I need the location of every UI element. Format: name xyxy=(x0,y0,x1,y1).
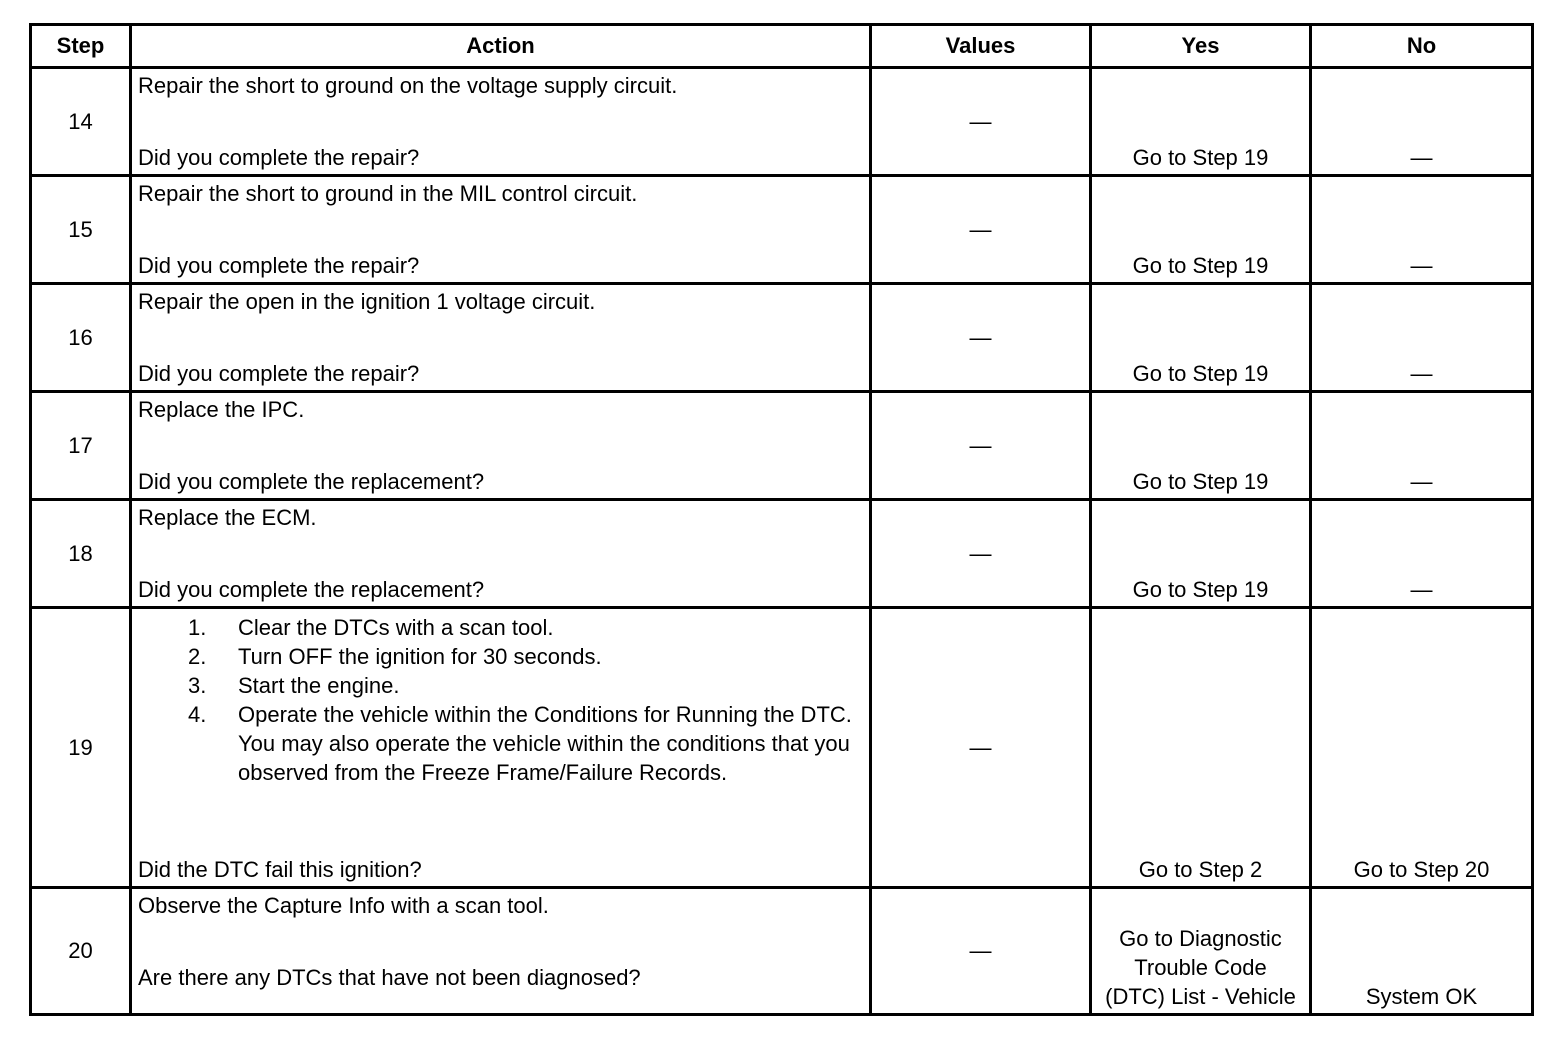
action-cell xyxy=(131,68,871,176)
step-number: 14 xyxy=(31,68,131,176)
table-row xyxy=(31,608,1533,888)
action-cell xyxy=(131,500,871,608)
action-steps-list xyxy=(138,613,863,787)
no-cell: — xyxy=(1311,176,1533,284)
values-cell: — xyxy=(871,608,1091,888)
table-row xyxy=(31,284,1533,392)
no-cell: — xyxy=(1311,68,1533,176)
table-row xyxy=(31,176,1533,284)
yes-cell: Go to Step 19 xyxy=(1091,392,1311,500)
header-row xyxy=(31,25,1533,68)
action-instruction: Replace the IPC. xyxy=(138,397,305,422)
step-number: 15 xyxy=(31,176,131,284)
action-question: Did you complete the repair? xyxy=(138,145,420,170)
list-item-number: 2. xyxy=(188,644,207,669)
no-cell: System OK xyxy=(1311,888,1533,1015)
list-item-number: 4. xyxy=(188,702,207,727)
action-question: Are there any DTCs that have not been diagnosed? xyxy=(138,965,641,990)
action-cell xyxy=(131,888,871,1015)
list-item xyxy=(138,700,863,787)
table-row xyxy=(31,888,1533,1015)
no-cell: — xyxy=(1311,284,1533,392)
values-cell: — xyxy=(871,68,1091,176)
action-instruction: Observe the Capture Info with a scan tool. xyxy=(138,893,549,918)
diagnostic-table xyxy=(29,23,1534,1016)
list-item-number: 3. xyxy=(188,673,207,698)
action-instruction: Repair the open in the ignition 1 voltage circuit. xyxy=(138,289,596,314)
values-cell: — xyxy=(871,284,1091,392)
list-item xyxy=(138,642,863,671)
step-number: 17 xyxy=(31,392,131,500)
header-action: Action xyxy=(131,25,871,68)
action-instruction: Repair the short to ground in the MIL control circuit. xyxy=(138,181,638,206)
table-row xyxy=(31,392,1533,500)
action-cell xyxy=(131,284,871,392)
no-cell: — xyxy=(1311,500,1533,608)
no-cell: Go to Step 20 xyxy=(1311,608,1533,888)
action-question: Did you complete the repair? xyxy=(138,361,420,386)
table-row xyxy=(31,68,1533,176)
values-cell: — xyxy=(871,392,1091,500)
list-item-text: Clear the DTCs with a scan tool. xyxy=(238,615,554,640)
list-item-text: Start the engine. xyxy=(238,673,400,698)
no-cell: — xyxy=(1311,392,1533,500)
values-cell: — xyxy=(871,500,1091,608)
step-number: 18 xyxy=(31,500,131,608)
step-number: 19 xyxy=(31,608,131,888)
action-question: Did you complete the replacement? xyxy=(138,577,485,602)
action-instruction: Replace the ECM. xyxy=(138,505,317,530)
action-question: Did you complete the replacement? xyxy=(138,469,485,494)
values-cell: — xyxy=(871,888,1091,1015)
yes-cell: Go to Step 2 xyxy=(1091,608,1311,888)
values-cell: — xyxy=(871,176,1091,284)
action-question: Did you complete the repair? xyxy=(138,253,420,278)
action-instruction: Repair the short to ground on the voltage supply circuit. xyxy=(138,73,678,98)
list-item xyxy=(138,613,863,642)
step-number: 16 xyxy=(31,284,131,392)
yes-cell: Go to Step 19 xyxy=(1091,500,1311,608)
yes-cell: Go to Diagnostic Trouble Code (DTC) List - Vehicle xyxy=(1091,888,1311,1015)
action-cell xyxy=(131,608,871,888)
action-cell xyxy=(131,176,871,284)
action-cell xyxy=(131,392,871,500)
list-item-number: 1. xyxy=(188,615,207,640)
step-number: 20 xyxy=(31,888,131,1015)
list-item xyxy=(138,671,863,700)
action-question: Did the DTC fail this ignition? xyxy=(138,857,422,882)
list-item-text: Turn OFF the ignition for 30 seconds. xyxy=(238,644,602,669)
yes-cell: Go to Step 19 xyxy=(1091,176,1311,284)
header-no: No xyxy=(1311,25,1533,68)
table-row xyxy=(31,500,1533,608)
header-step: Step xyxy=(31,25,131,68)
yes-cell: Go to Step 19 xyxy=(1091,284,1311,392)
list-item-text: Operate the vehicle within the Conditions for Running the DTC. You may also operate the vehicle within the conditions that you observed from the Freeze Frame/Failure Records. xyxy=(238,702,852,785)
header-values: Values xyxy=(871,25,1091,68)
yes-cell: Go to Step 19 xyxy=(1091,68,1311,176)
header-yes: Yes xyxy=(1091,25,1311,68)
